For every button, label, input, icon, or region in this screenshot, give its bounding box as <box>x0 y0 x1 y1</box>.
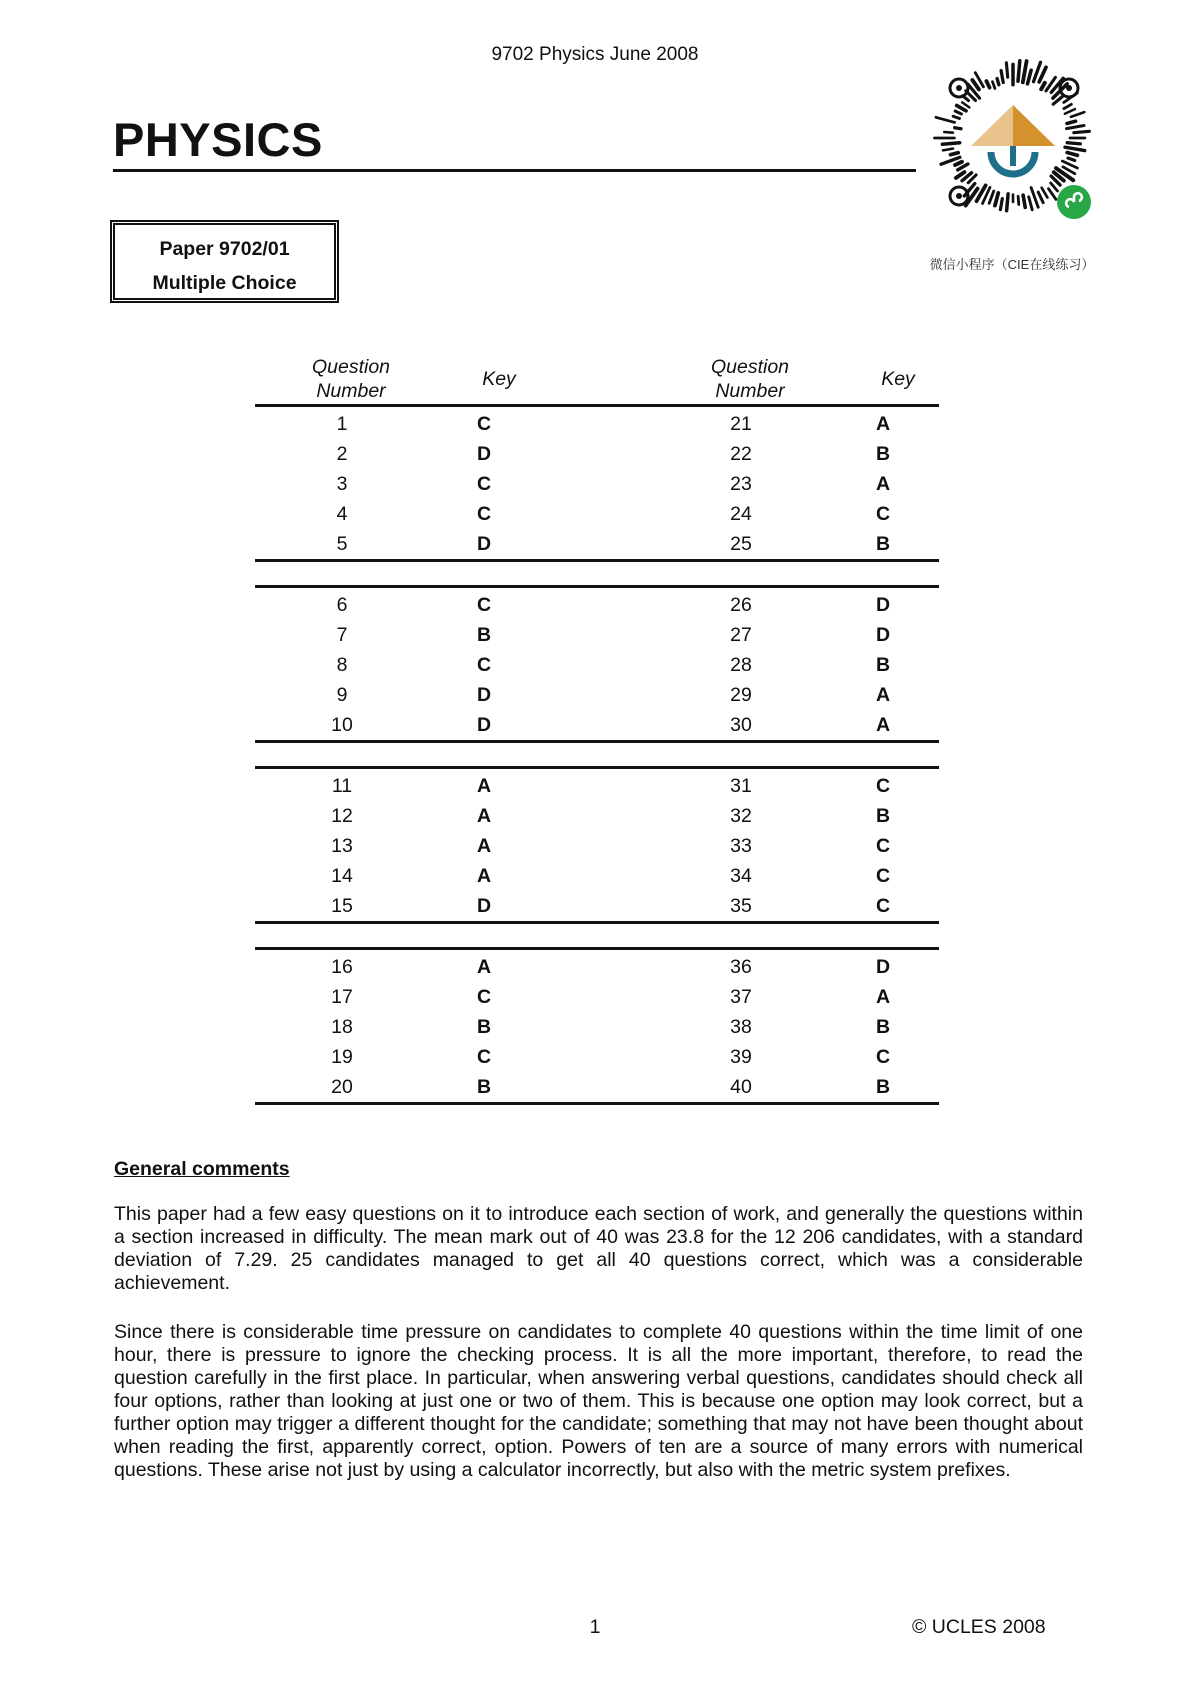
question-number-cell: 23 <box>730 473 752 495</box>
answer-key-cell: A <box>875 684 891 706</box>
question-number-cell: 40 <box>730 1076 752 1098</box>
question-number-header-left <box>293 355 409 403</box>
answer-key-cell: B <box>476 624 492 646</box>
question-number-cell: 27 <box>730 624 752 646</box>
answer-key-cell: A <box>875 473 891 495</box>
table-rule-top <box>255 947 939 950</box>
question-number-cell: 11 <box>331 775 353 797</box>
answer-key-cell: D <box>476 895 492 917</box>
answer-key-cell: A <box>476 865 492 887</box>
paper-info-box <box>110 220 339 303</box>
paper-type: Multiple Choice <box>152 272 297 294</box>
answer-key-cell: C <box>476 594 492 616</box>
answer-key-cell: A <box>476 835 492 857</box>
answer-key-cell: D <box>476 443 492 465</box>
question-number-cell: 32 <box>730 805 752 827</box>
question-number-cell: 15 <box>331 895 353 917</box>
copyright-notice: © UCLES 2008 <box>912 1616 1046 1638</box>
question-number-cell: 3 <box>336 473 348 495</box>
key-header-right: Key <box>881 368 915 390</box>
answer-key-cell: A <box>875 413 891 435</box>
qr-caption: 微信小程序（CIE在线练习） <box>929 257 1095 272</box>
title-rule <box>113 169 916 172</box>
question-number-cell: 6 <box>336 594 348 616</box>
question-number-cell: 2 <box>336 443 348 465</box>
answer-key-cell: B <box>875 654 891 676</box>
question-number-cell: 20 <box>331 1076 353 1098</box>
answer-key-cell: C <box>875 503 891 525</box>
answer-key-cell: C <box>476 1046 492 1068</box>
answer-key-cell: B <box>476 1016 492 1038</box>
question-number-cell: 17 <box>331 986 353 1008</box>
answer-key-cell: C <box>875 1046 891 1068</box>
page-number: 1 <box>589 1616 601 1638</box>
subject-title: PHYSICS <box>113 113 323 166</box>
answer-key-cell: D <box>476 684 492 706</box>
answer-key-cell: A <box>476 956 492 978</box>
question-number-cell: 25 <box>730 533 752 555</box>
answer-key-cell: D <box>476 533 492 555</box>
question-number-cell: 28 <box>730 654 752 676</box>
table-rule-bottom <box>255 921 939 924</box>
question-number-cell: 24 <box>730 503 752 525</box>
question-header-line2: Number <box>316 380 386 402</box>
question-number-cell: 22 <box>730 443 752 465</box>
answer-key-cell: C <box>875 895 891 917</box>
question-number-cell: 1 <box>336 413 348 435</box>
general-comments-heading: General comments <box>114 1158 290 1180</box>
table-rule-bottom <box>255 740 939 743</box>
question-number-cell: 31 <box>730 775 752 797</box>
answer-key-cell: B <box>875 1076 891 1098</box>
question-number-cell: 9 <box>336 684 348 706</box>
key-header-left: Key <box>482 368 516 390</box>
answer-key-cell: C <box>875 865 891 887</box>
answer-key-cell: D <box>875 594 891 616</box>
question-number-cell: 4 <box>336 503 348 525</box>
question-number-cell: 7 <box>336 624 348 646</box>
answer-key-cell: C <box>476 654 492 676</box>
answer-key-cell: A <box>875 986 891 1008</box>
answer-key-cell: D <box>875 956 891 978</box>
answer-key-cell: D <box>875 624 891 646</box>
table-rule-top <box>255 585 939 588</box>
question-number-cell: 8 <box>336 654 348 676</box>
answer-key-cell: B <box>875 805 891 827</box>
question-number-cell: 29 <box>730 684 752 706</box>
question-number-cell: 34 <box>730 865 752 887</box>
question-number-cell: 16 <box>331 956 353 978</box>
table-rule-top <box>255 766 939 769</box>
comments-paragraph-2: Since there is considerable time pressure on candidates to complete 40 questions within the time limit of one hour, there is pressure to ignore the checking process. It is all the more important, therefore, to read the question carefully in the first place. In particular, when answering verbal questions, candidates should check all four options, rather than looking at just one or two of them. This is because one option may look correct, but a further option may trigger a different thought for the candidate; something that may not have been thought about when reading the first, apparently correct, option. Powers of ten are a source of many errors with numerical questions. These arise not just by using a calculator incorrectly, but also with the metric system prefixes. <box>114 1321 1083 1481</box>
question-number-cell: 10 <box>331 714 353 736</box>
answer-key-cell: D <box>476 714 492 736</box>
question-number-cell: 19 <box>331 1046 353 1068</box>
question-header-line1: Question <box>311 356 391 378</box>
paper-code: Paper 9702/01 <box>159 238 290 260</box>
answer-key-cell: B <box>875 443 891 465</box>
answer-key-cell: C <box>476 473 492 495</box>
question-number-cell: 38 <box>730 1016 752 1038</box>
table-rule-bottom <box>255 559 939 562</box>
answer-key-cell: B <box>875 533 891 555</box>
question-number-cell: 30 <box>730 714 752 736</box>
question-number-header-right <box>692 355 808 403</box>
question-number-cell: 5 <box>336 533 348 555</box>
answer-key-cell: C <box>875 775 891 797</box>
question-number-cell: 18 <box>331 1016 353 1038</box>
question-number-cell: 37 <box>730 986 752 1008</box>
comments-paragraph-1: This paper had a few easy questions on it to introduce each section of work, and generally the questions within a section increased in difficulty. The mean mark out of 40 was 23.8 for the 12 206 candidates, with a standard deviation of 7.29. 25 candidates managed to get all 40 questions correct, which was a considerable achievement. <box>114 1203 1083 1294</box>
answer-key-cell: B <box>476 1076 492 1098</box>
qr-code-image <box>923 48 1103 228</box>
question-number-cell: 35 <box>730 895 752 917</box>
question-number-cell: 21 <box>730 413 752 435</box>
answer-key-cell: C <box>875 835 891 857</box>
answer-key-cell: B <box>875 1016 891 1038</box>
question-number-cell: 13 <box>331 835 353 857</box>
table-rule-bottom <box>255 1102 939 1105</box>
question-number-cell: 33 <box>730 835 752 857</box>
question-number-cell: 36 <box>730 956 752 978</box>
answer-key-cell: C <box>476 503 492 525</box>
answer-key-cell: A <box>476 775 492 797</box>
question-number-cell: 26 <box>730 594 752 616</box>
question-header-line1: Question <box>710 356 790 378</box>
question-number-cell: 12 <box>331 805 353 827</box>
question-number-cell: 14 <box>331 865 353 887</box>
answer-key-cell: C <box>476 413 492 435</box>
qr-code-icon <box>923 48 1103 228</box>
table-rule-top <box>255 404 939 407</box>
running-header: 9702 Physics June 2008 <box>491 44 699 65</box>
answer-key-cell: A <box>476 805 492 827</box>
question-header-line2: Number <box>715 380 785 402</box>
answer-key-cell: C <box>476 986 492 1008</box>
question-number-cell: 39 <box>730 1046 752 1068</box>
answer-key-cell: A <box>875 714 891 736</box>
